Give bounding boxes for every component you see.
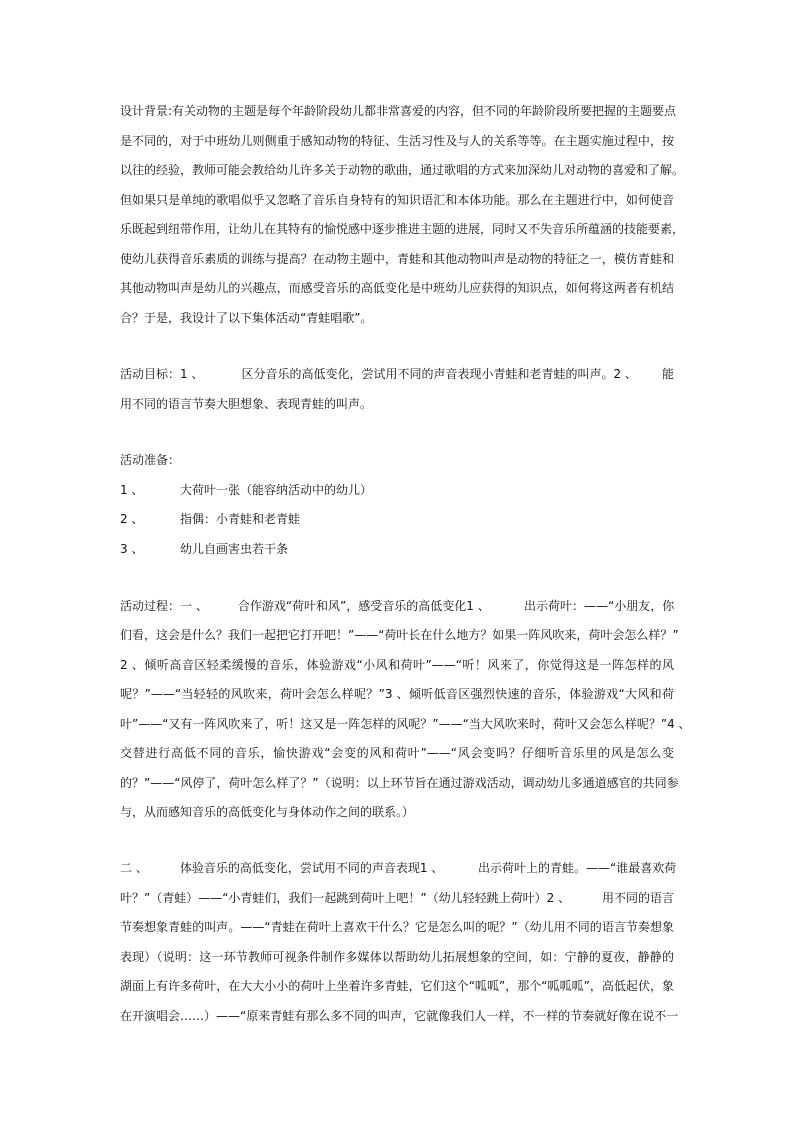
part2-line: 节奏想象青蛙的叫声。——“青蛙在荷叶上喜欢干什么？它是怎么叫的呢？”（幼儿用不同的语言节奏想象 (120, 920, 674, 934)
process-line: 交替进行高低不同的音乐，愉快游戏“会变的风和荷叶”——“风会变吗？仔细听音乐里的风是怎么变 (120, 746, 674, 760)
process-step-title: 合作游戏“荷叶和风”，感受音乐的高低变化1 、 (237, 599, 490, 613)
prep-item (120, 511, 300, 527)
goals-text: 区分音乐的高低变化，尝试用不同的声音表现小青蛙和老青蛙的叫声。2 、 (241, 367, 637, 381)
part2-line-1 (120, 860, 443, 876)
background-line: 但如果只是单纯的歌唱似乎又忽略了音乐自身特有的知识语汇和本体功能。那么在主题进行中，如何使音 (120, 193, 674, 207)
process-label: 活动过程：一 、 (120, 599, 208, 613)
part2-line: 在开演唱会……）——“原来青蛙有那么多不同的叫声，它就像我们人一样，不一样的节奏就好像在说不一 (120, 1009, 679, 1023)
goals-line-1-tail: 能 (662, 367, 675, 381)
prep-title: 活动准备： (120, 453, 181, 467)
prep-item-text: 幼儿自画害虫若干条 (180, 542, 289, 556)
prep-item (120, 482, 372, 498)
part2-step-title: 体验音乐的高低变化，尝试用不同的声音表现1 、 (179, 861, 444, 875)
prep-item (120, 541, 288, 557)
part2-line-1-tail: 出示荷叶上的青蛙。——“谁最喜欢荷 (478, 861, 677, 875)
prep-item-text: 指偶：小青蛙和老青蛙 (180, 512, 301, 526)
background-line: 设计背景:有关动物的主题是每个年龄阶段幼儿都非常喜爱的内容，但不同的年龄阶段所要把握的主题要点 (120, 104, 677, 118)
process-line: 2 、倾听高音区轻柔缓慢的音乐，体验游戏“小风和荷叶”——“听！风来了，你觉得这是一阵怎样的风 (120, 658, 674, 672)
prep-item-number: 1 、 (120, 483, 144, 497)
part2-line-2: 叶？”（青蛙）——“小青蛙们，我们一起跳到荷叶上吧！”（幼儿轻轻跳上荷叶）2 、 (120, 891, 571, 905)
goals-line-2: 用不同的语言节奏大胆想象、表现青蛙的叫声。 (120, 397, 373, 411)
background-line: 合？于是，我设计了以下集体活动“青蛙唱歌”。 (120, 311, 373, 325)
part2-line: 表现）（说明：这一环节教师可视条件制作多媒体以帮助幼儿拓展想象的空间，如：宁静的夏夜，静静的 (120, 950, 674, 964)
background-line: 是不同的，对于中班幼儿则侧重于感知动物的特征、生活习性及与人的关系等等。在主题实施过程中，按 (120, 134, 674, 148)
background-line: 其他动物叫声是幼儿的兴趣点，而感受音乐的高低变化是中班幼儿应获得的知识点，如何将这两者有机结 (120, 281, 674, 295)
process-line: 与，从而感知音乐的高低变化与身体动作之间的联系。） (120, 805, 415, 819)
background-line: 乐既起到纽带作用，让幼儿在其特有的愉悦感中逐步推进主题的进展，同时又不失音乐所蕴涵的技能要素， (120, 222, 685, 236)
process-line-1-tail: 出示荷叶：——“小朋友，你 (524, 599, 675, 613)
part2-label: 二 、 (120, 861, 148, 875)
part2-line-2-tail: 用不同的语言 (602, 891, 675, 905)
prep-item-number: 3 、 (120, 542, 144, 556)
process-line: 呢？”——“当轻轻的风吹来，荷叶会怎么样呢？”3 、倾听低音区强烈快速的音乐，体验游戏“大风和荷 (120, 687, 674, 701)
process-line-1 (120, 598, 490, 614)
goals-line-1 (120, 366, 637, 382)
process-line: 的？”——“风停了，荷叶怎么样了？”（说明：以上环节旨在通过游戏活动，调动幼儿多通道感官的共同参 (120, 776, 679, 790)
background-line: 以往的经验，教师可能会教给幼儿许多关于动物的歌曲，通过歌唱的方式来加深幼儿对动物的喜爱和了解。 (120, 163, 685, 177)
prep-item-text: 大荷叶一张（能容纳活动中的幼儿） (180, 483, 373, 497)
process-line: 叶”——“又有一阵风吹来了，听！这又是一阵怎样的风呢？”——“当大风吹来时，荷叶又会怎么样呢？”4 、 (120, 717, 691, 731)
prep-item-number: 2 、 (120, 512, 144, 526)
goals-label: 活动目标：1 、 (120, 367, 204, 381)
part2-line: 湖面上有许多荷叶，在大大小小的荷叶上坐着许多青蛙，它们这个“呱呱”，那个“呱呱呱”，高低起伏，象 (120, 979, 674, 993)
process-line: 们看，这会是什么？我们一起把它打开吧！”——“荷叶长在什么地方？如果一阵风吹来，荷叶会怎么样？” (120, 628, 679, 642)
background-line: 使幼儿获得音乐素质的训练与提高？在动物主题中，青蛙和其他动物叫声是动物的特征之一，模仿青蛙和 (120, 252, 674, 266)
